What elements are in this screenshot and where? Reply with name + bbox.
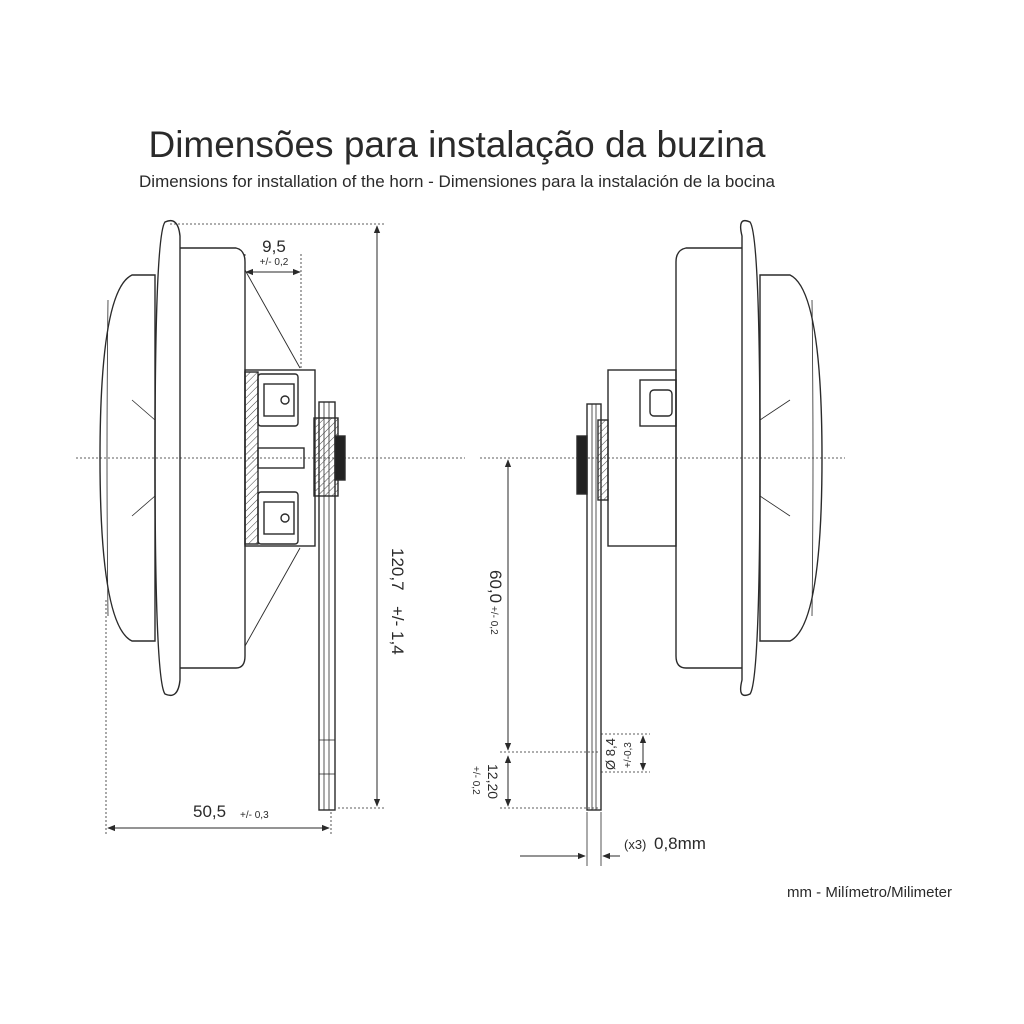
dim-hole-offset: [500, 756, 600, 808]
horn-left-view: [76, 221, 465, 810]
dim-height: [170, 224, 384, 808]
horn-right-view: [480, 221, 845, 810]
label-offset-tolerance: +/- 0,2: [259, 257, 289, 268]
label-bracket-value: 60,0: [486, 570, 505, 604]
label-height-value: 120,7: [388, 548, 407, 591]
label-depth-tolerance: +/- 0,3: [240, 810, 269, 821]
label-plate-value: 0,8mm: [654, 834, 706, 853]
dim-offset: [245, 254, 301, 368]
label-hole-offset-value: 12,20: [485, 764, 501, 800]
label-hole-diameter-value: Ø 8,4: [603, 738, 618, 770]
units-note: mm - Milímetro/Milimeter: [787, 884, 952, 901]
hatched-section: [245, 372, 258, 544]
label-height-tolerance: +/- 1,4: [388, 606, 407, 655]
label-plate-multiplier: (x3): [624, 837, 647, 852]
diagram-title: Dimensões para instalação da buzina: [148, 124, 766, 165]
dim-bracket-length: [500, 460, 600, 752]
label-depth-value: 50,5: [193, 802, 227, 821]
dim-depth: [106, 600, 331, 836]
diagram-subtitle: Dimensions for installation of the horn - Dimensiones para la instalación de la bocina: [139, 172, 775, 191]
label-bracket-tolerance: +/- 0,2: [488, 606, 499, 635]
label-hole-offset-tolerance: +/- 0,2: [470, 766, 481, 795]
label-hole-diameter-tolerance: +/-0,3: [623, 742, 634, 768]
label-offset-value: 9,5: [262, 237, 286, 256]
dim-plate-thickness: [520, 812, 620, 866]
